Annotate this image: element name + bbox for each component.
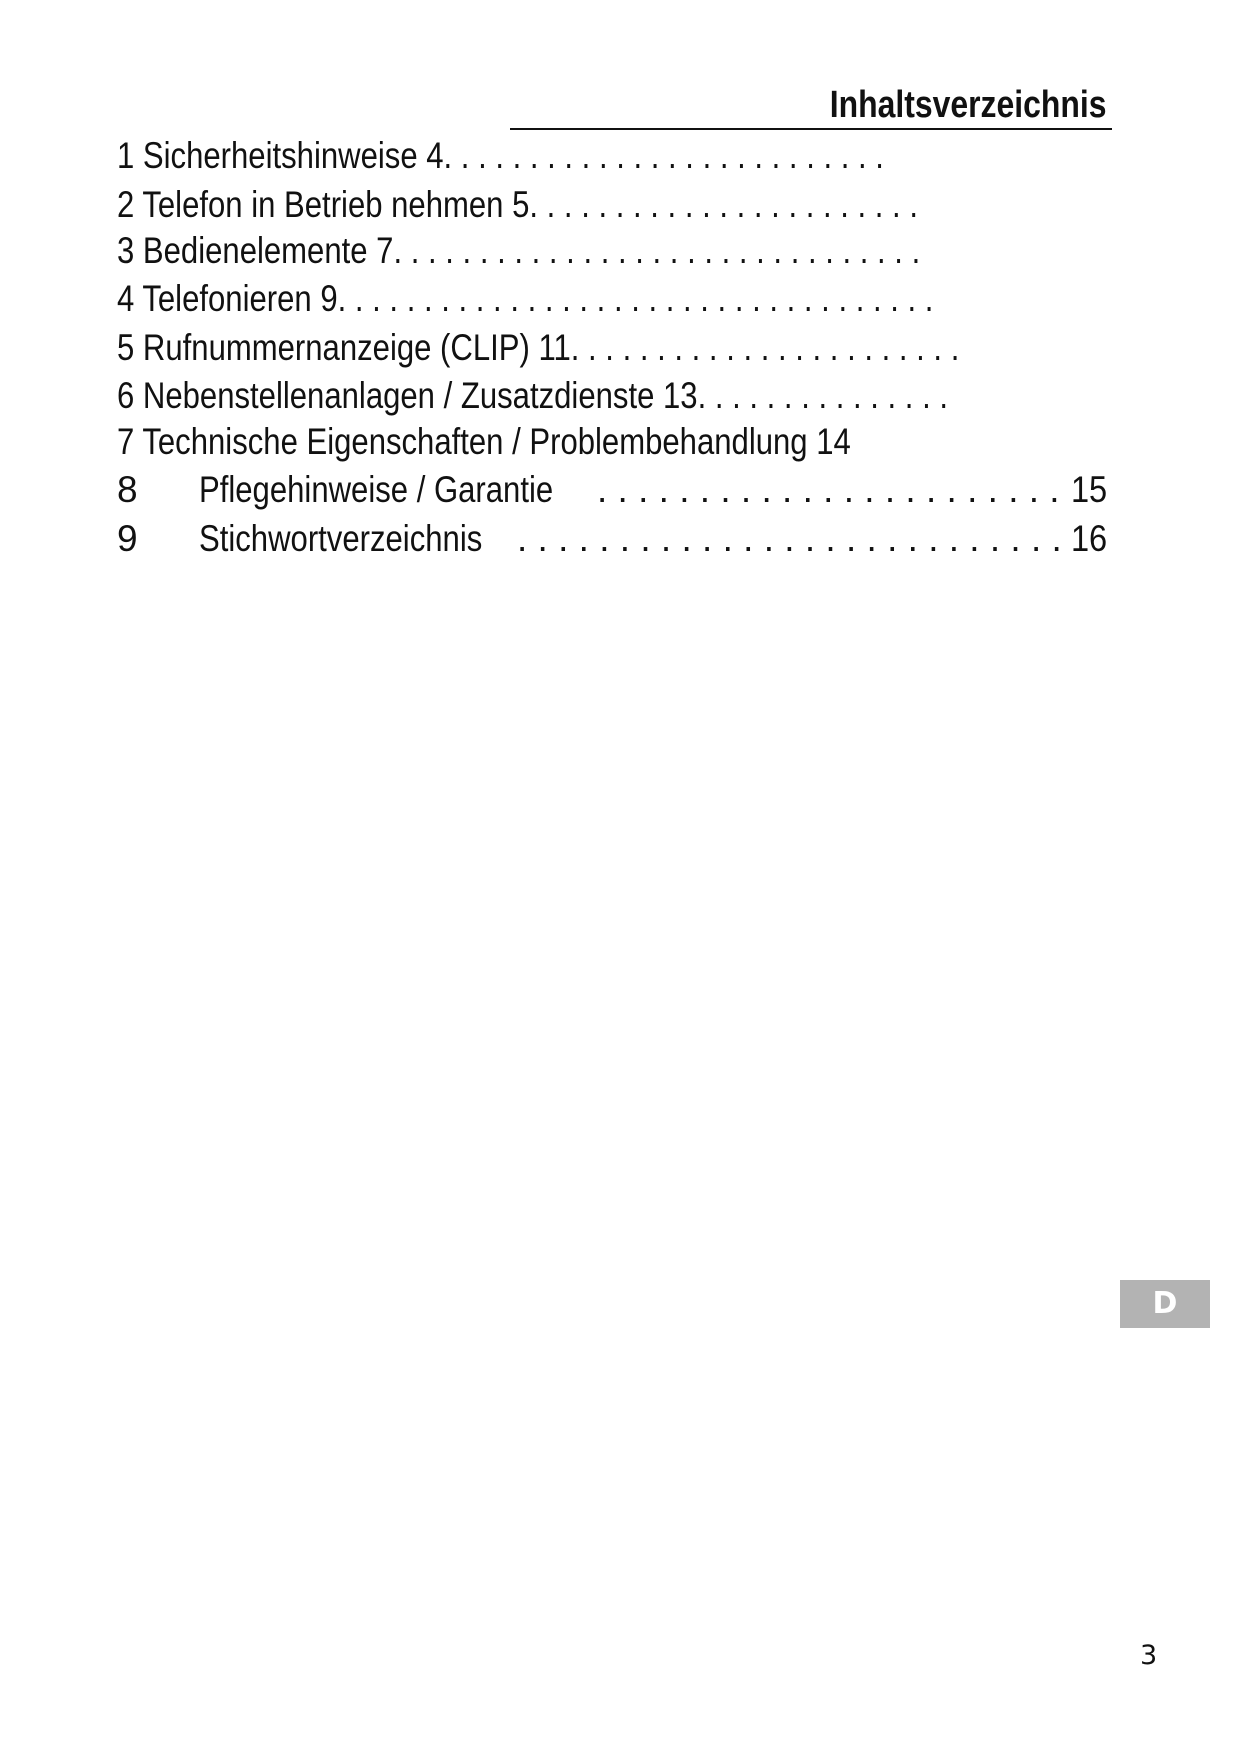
toc-entry-page: 15 <box>1070 469 1107 510</box>
toc-entry-1[interactable] <box>117 134 884 178</box>
toc-leader-dots: . . . . . . . . . . . . . . . . . . . . . . . <box>529 184 918 225</box>
toc-entry-text: 5 Rufnummernanzeige (CLIP) 11 <box>117 327 571 368</box>
toc-entry-9[interactable] <box>117 517 1113 561</box>
toc-entry-text: 2 Telefon in Betrieb nehmen 5 <box>117 184 530 225</box>
toc-entry-5[interactable] <box>117 326 959 370</box>
toc-leader-dots: . . . . . . . . . . . . . . . . . . . . . . . . . . <box>443 135 884 176</box>
toc-entry-text: 1 Sicherheitshinweise 4 <box>117 135 444 176</box>
toc-entry-page: 16 <box>1070 518 1107 559</box>
toc-entry-text: 4 Telefonieren 9 <box>117 278 338 319</box>
toc-entry-text: 7 Technische Eigenschaften / Problembehandlung 14 <box>117 421 851 462</box>
page-title: Inhaltsverzeichnis <box>829 84 1106 126</box>
toc-entry-text: 3 Bedienelemente 7 <box>117 230 394 271</box>
toc-entry-text: 6 Nebenstellenanlagen / Zusatzdienste 13 <box>117 375 698 416</box>
toc-entry-8[interactable] <box>117 468 1113 512</box>
toc-entry-number: 8 <box>117 469 138 510</box>
toc-entry-number: 9 <box>117 518 138 559</box>
toc-entry-label: Stichwortverzeichnis <box>199 518 483 559</box>
page-header <box>510 80 1112 130</box>
toc-leader-dots: . . . . . . . . . . . . . . . . . . . . . . . . . . . . . . . . . . . <box>337 278 934 319</box>
toc-leader-dots: . . . . . . . . . . . . . . . . . . . . . . . <box>597 469 1060 510</box>
toc-entry-7[interactable] <box>117 420 851 464</box>
toc-entry-2[interactable] <box>117 183 918 227</box>
language-tab: D <box>1120 1280 1210 1328</box>
toc-leader-dots: . . . . . . . . . . . . . . . . . . . . . . . . . . . . . . . <box>393 230 921 271</box>
toc-entry-3[interactable] <box>117 229 920 273</box>
toc-leader-dots: . . . . . . . . . . . . . . . . . . . . . . . . . . . <box>517 518 1062 559</box>
toc-entry-4[interactable] <box>117 277 933 321</box>
toc-entry-label: Pflegehinweise / Garantie <box>199 469 554 510</box>
toc-leader-dots: . . . . . . . . . . . . . . . . . . . . . . . <box>570 327 960 368</box>
toc-entry-6[interactable] <box>117 374 948 418</box>
page-number: 3 <box>1140 1640 1158 1671</box>
toc-leader-dots: . . . . . . . . . . . . . . . <box>697 375 948 416</box>
